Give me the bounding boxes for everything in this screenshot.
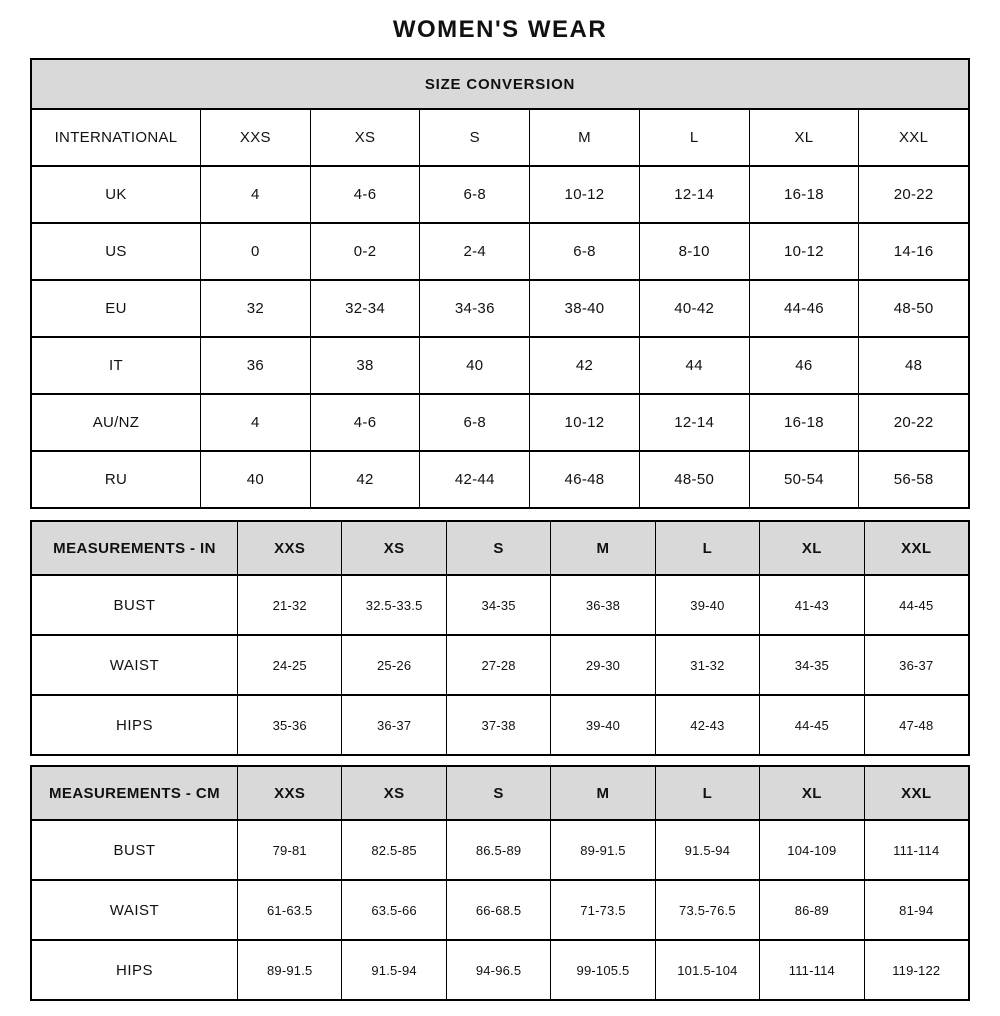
measurement-value-cell: 35-36	[237, 694, 341, 754]
size-value-cell: 4	[200, 393, 310, 450]
size-value-cell: 44-46	[749, 279, 859, 336]
size-value-cell: 40	[200, 450, 310, 507]
measurement-value-cell: 71-73.5	[550, 879, 654, 939]
size-value-cell: 46-48	[529, 450, 639, 507]
measurement-value-cell: 39-40	[655, 574, 759, 634]
size-value-cell: 12-14	[639, 393, 749, 450]
size-column-header: L	[639, 108, 749, 165]
measurement-label-cell: WAIST	[32, 634, 237, 694]
region-label-cell: UK	[32, 165, 200, 222]
size-value-cell: 56-58	[858, 450, 968, 507]
measurement-value-cell: 34-35	[759, 634, 863, 694]
size-column-header: XL	[749, 108, 859, 165]
size-header-cell: XS	[341, 522, 445, 574]
measurement-value-cell: 66-68.5	[446, 879, 550, 939]
measurement-value-cell: 39-40	[550, 694, 654, 754]
size-value-cell: 12-14	[639, 165, 749, 222]
size-value-cell: 8-10	[639, 222, 749, 279]
size-value-cell: 14-16	[858, 222, 968, 279]
size-value-cell: 4-6	[310, 393, 420, 450]
size-chart-page	[0, 16, 1000, 1001]
measurement-value-cell: 36-37	[341, 694, 445, 754]
region-label-cell: RU	[32, 450, 200, 507]
size-value-cell: 0	[200, 222, 310, 279]
measurement-label-cell: WAIST	[32, 879, 237, 939]
measurement-value-cell: 31-32	[655, 634, 759, 694]
measurement-value-cell: 63.5-66	[341, 879, 445, 939]
size-header-cell: XS	[341, 767, 445, 819]
region-label-cell: AU/NZ	[32, 393, 200, 450]
size-column-header: S	[419, 108, 529, 165]
measurement-value-cell: 91.5-94	[341, 939, 445, 999]
size-header-cell: XXS	[237, 767, 341, 819]
size-value-cell: 4	[200, 165, 310, 222]
size-value-cell: 48	[858, 336, 968, 393]
size-value-cell: 34-36	[419, 279, 529, 336]
measurement-value-cell: 86-89	[759, 879, 863, 939]
size-value-cell: 16-18	[749, 393, 859, 450]
size-value-cell: 44	[639, 336, 749, 393]
measurements-title-cell: MEASUREMENTS - IN	[32, 522, 237, 574]
size-header-cell: S	[446, 522, 550, 574]
size-column-header: XXS	[200, 108, 310, 165]
size-header-cell: XXL	[864, 522, 968, 574]
measurement-label-cell: HIPS	[32, 694, 237, 754]
size-value-cell: 40	[419, 336, 529, 393]
size-value-cell: 48-50	[639, 450, 749, 507]
size-header-cell: XXS	[237, 522, 341, 574]
size-value-cell: 32	[200, 279, 310, 336]
size-conversion-banner: SIZE CONVERSION	[32, 60, 968, 108]
size-value-cell: 50-54	[749, 450, 859, 507]
measurement-label-cell: BUST	[32, 819, 237, 879]
measurement-value-cell: 29-30	[550, 634, 654, 694]
size-value-cell: 42	[310, 450, 420, 507]
region-column-header: INTERNATIONAL	[32, 108, 200, 165]
measurement-value-cell: 73.5-76.5	[655, 879, 759, 939]
measurement-label-cell: HIPS	[32, 939, 237, 999]
measurement-value-cell: 94-96.5	[446, 939, 550, 999]
size-value-cell: 20-22	[858, 165, 968, 222]
measurement-value-cell: 36-38	[550, 574, 654, 634]
measurement-value-cell: 36-37	[864, 634, 968, 694]
size-header-cell: M	[550, 522, 654, 574]
measurement-value-cell: 101.5-104	[655, 939, 759, 999]
measurement-value-cell: 41-43	[759, 574, 863, 634]
size-header-cell: XXL	[864, 767, 968, 819]
size-value-cell: 6-8	[529, 222, 639, 279]
measurement-value-cell: 99-105.5	[550, 939, 654, 999]
size-value-cell: 42	[529, 336, 639, 393]
size-value-cell: 6-8	[419, 393, 529, 450]
measurement-value-cell: 111-114	[864, 819, 968, 879]
size-column-header: M	[529, 108, 639, 165]
measurement-value-cell: 86.5-89	[446, 819, 550, 879]
size-value-cell: 2-4	[419, 222, 529, 279]
region-label-cell: IT	[32, 336, 200, 393]
measurement-label-cell: BUST	[32, 574, 237, 634]
size-value-cell: 0-2	[310, 222, 420, 279]
size-value-cell: 40-42	[639, 279, 749, 336]
measurements-title-cell: MEASUREMENTS - CM	[32, 767, 237, 819]
measurement-value-cell: 24-25	[237, 634, 341, 694]
measurement-value-cell: 61-63.5	[237, 879, 341, 939]
measurement-value-cell: 34-35	[446, 574, 550, 634]
size-value-cell: 10-12	[529, 393, 639, 450]
size-column-header: XXL	[858, 108, 968, 165]
size-value-cell: 20-22	[858, 393, 968, 450]
size-header-cell: L	[655, 522, 759, 574]
size-value-cell: 48-50	[858, 279, 968, 336]
size-value-cell: 4-6	[310, 165, 420, 222]
size-value-cell: 10-12	[529, 165, 639, 222]
measurement-value-cell: 91.5-94	[655, 819, 759, 879]
region-label-cell: US	[32, 222, 200, 279]
measurement-value-cell: 37-38	[446, 694, 550, 754]
size-conversion-table	[30, 58, 970, 509]
measurement-value-cell: 119-122	[864, 939, 968, 999]
size-column-header: XS	[310, 108, 420, 165]
size-value-cell: 6-8	[419, 165, 529, 222]
page-title: WOMEN'S WEAR	[392, 16, 608, 43]
measurement-value-cell: 89-91.5	[237, 939, 341, 999]
measurement-value-cell: 79-81	[237, 819, 341, 879]
measurement-value-cell: 82.5-85	[341, 819, 445, 879]
size-value-cell: 10-12	[749, 222, 859, 279]
region-label-cell: EU	[32, 279, 200, 336]
size-header-cell: L	[655, 767, 759, 819]
measurement-value-cell: 21-32	[237, 574, 341, 634]
size-value-cell: 36	[200, 336, 310, 393]
measurement-value-cell: 32.5-33.5	[341, 574, 445, 634]
measurement-value-cell: 111-114	[759, 939, 863, 999]
size-header-cell: XL	[759, 522, 863, 574]
measurement-value-cell: 47-48	[864, 694, 968, 754]
size-value-cell: 32-34	[310, 279, 420, 336]
measurements-cm-table	[30, 765, 970, 1001]
measurement-value-cell: 44-45	[864, 574, 968, 634]
measurements-in-table	[30, 520, 970, 756]
measurement-value-cell: 25-26	[341, 634, 445, 694]
size-header-cell: M	[550, 767, 654, 819]
measurement-value-cell: 27-28	[446, 634, 550, 694]
measurement-value-cell: 81-94	[864, 879, 968, 939]
measurement-value-cell: 104-109	[759, 819, 863, 879]
size-value-cell: 46	[749, 336, 859, 393]
measurement-value-cell: 89-91.5	[550, 819, 654, 879]
size-value-cell: 38	[310, 336, 420, 393]
measurement-value-cell: 44-45	[759, 694, 863, 754]
size-value-cell: 16-18	[749, 165, 859, 222]
size-value-cell: 42-44	[419, 450, 529, 507]
measurement-value-cell: 42-43	[655, 694, 759, 754]
size-value-cell: 38-40	[529, 279, 639, 336]
size-header-cell: XL	[759, 767, 863, 819]
size-header-cell: S	[446, 767, 550, 819]
